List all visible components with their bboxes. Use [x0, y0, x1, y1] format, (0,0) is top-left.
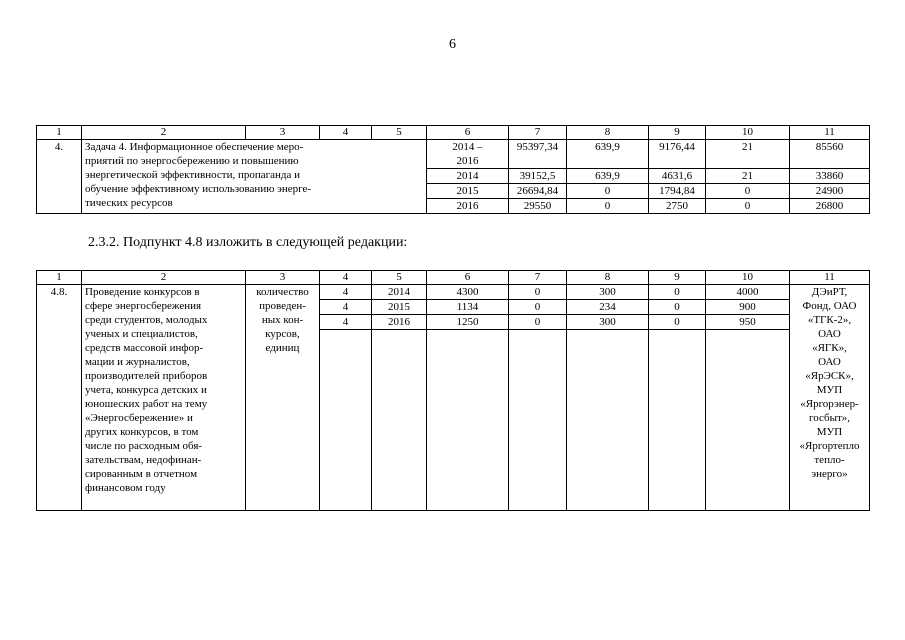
- value-cell: 234: [567, 300, 649, 315]
- col-header: 10: [706, 126, 790, 140]
- value-cell: 950: [706, 315, 790, 330]
- col-header: 4: [320, 126, 372, 140]
- year-cell: 2014: [372, 285, 427, 300]
- year-cell: 2014 – 2016: [427, 140, 509, 169]
- empty-cell: [567, 330, 649, 511]
- table-task-4: [36, 125, 870, 214]
- col-header: 9: [649, 271, 706, 285]
- value-cell: 4: [320, 300, 372, 315]
- year-cell: 2014: [427, 169, 509, 184]
- year-cell: 2016: [372, 315, 427, 330]
- col-header: 8: [567, 126, 649, 140]
- value-cell: 29550: [509, 199, 567, 214]
- col-header: 9: [649, 126, 706, 140]
- empty-cell: [706, 330, 790, 511]
- value-cell: 0: [509, 300, 567, 315]
- value-cell: 26800: [790, 199, 870, 214]
- year-cell: 2015: [372, 300, 427, 315]
- col-header: 3: [246, 271, 320, 285]
- value-cell: 0: [706, 184, 790, 199]
- col-header: 8: [567, 271, 649, 285]
- empty-cell: [320, 330, 372, 511]
- value-cell: 0: [649, 285, 706, 300]
- table-row: [37, 285, 870, 300]
- value-cell: 0: [649, 315, 706, 330]
- col-header: 1: [37, 271, 82, 285]
- year-cell: 2015: [427, 184, 509, 199]
- value-cell: 639,9: [567, 140, 649, 169]
- value-cell: 0: [509, 315, 567, 330]
- value-cell: 2750: [649, 199, 706, 214]
- value-cell: 21: [706, 169, 790, 184]
- table-item-4-8: [36, 270, 870, 511]
- col-header: 10: [706, 271, 790, 285]
- value-cell: 900: [706, 300, 790, 315]
- value-cell: 1250: [427, 315, 509, 330]
- value-cell: 33860: [790, 169, 870, 184]
- value-cell: 95397,34: [509, 140, 567, 169]
- col-header: 11: [790, 271, 870, 285]
- value-cell: 4300: [427, 285, 509, 300]
- value-cell: 300: [567, 315, 649, 330]
- col-header: 5: [372, 271, 427, 285]
- value-cell: 9176,44: [649, 140, 706, 169]
- value-cell: 26694,84: [509, 184, 567, 199]
- value-cell: 0: [706, 199, 790, 214]
- empty-cell: [509, 330, 567, 511]
- row-number: 4.: [37, 140, 82, 214]
- value-cell: 1134: [427, 300, 509, 315]
- value-cell: 0: [649, 300, 706, 315]
- indicator-cell: количество проведен- ных кон- курсов, единиц: [246, 285, 320, 511]
- col-header: 5: [372, 126, 427, 140]
- table-header-row: [37, 126, 870, 140]
- value-cell: 4: [320, 285, 372, 300]
- value-cell: 4: [320, 315, 372, 330]
- col-header: 7: [509, 271, 567, 285]
- col-header: 3: [246, 126, 320, 140]
- col-header: 2: [82, 271, 246, 285]
- subpoint-heading: 2.3.2. Подпункт 4.8 изложить в следующей редакции:: [88, 235, 408, 250]
- executors-cell: ДЭиРТ, Фонд, ОАО «ТГК-2», ОАО «ЯГК», ОАО «ЯрЭСК», МУП «Яргорэнер- госбыт», МУП «Яргортепло тепло- энерго»: [790, 285, 870, 511]
- year-cell: 2016: [427, 199, 509, 214]
- value-cell: 21: [706, 140, 790, 169]
- col-header: 7: [509, 126, 567, 140]
- col-header: 6: [427, 271, 509, 285]
- col-header: 6: [427, 126, 509, 140]
- col-header: 4: [320, 271, 372, 285]
- col-header: 1: [37, 126, 82, 140]
- value-cell: 85560: [790, 140, 870, 169]
- page-number: 6: [449, 37, 456, 52]
- value-cell: 39152,5: [509, 169, 567, 184]
- empty-cell: [372, 330, 427, 511]
- value-cell: 24900: [790, 184, 870, 199]
- value-cell: 639,9: [567, 169, 649, 184]
- empty-cell: [649, 330, 706, 511]
- value-cell: 4000: [706, 285, 790, 300]
- table-header-row: [37, 271, 870, 285]
- task-description: Задача 4. Информационное обеспечение меро- приятий по энергосбережению и повышению энергетической эффективности, пропаганда и обучение эффективному использованию энерге- тических ресурсов: [82, 140, 427, 214]
- empty-cell: [427, 330, 509, 511]
- col-header: 11: [790, 126, 870, 140]
- table-row: [37, 140, 870, 169]
- value-cell: 0: [509, 285, 567, 300]
- value-cell: 0: [567, 184, 649, 199]
- value-cell: 1794,84: [649, 184, 706, 199]
- value-cell: 0: [567, 199, 649, 214]
- col-header: 2: [82, 126, 246, 140]
- item-description: Проведение конкурсов в сфере энергосбережения среди студентов, молодых ученых и специалистов, средств массовой инфор- мации и журналистов, производителей приборов учета, конкурса детских и юношеских работ на тему «Энергосбережение» и других конкурсов, в том числе по расходным обя- зательствам, недофинан- сированным в отчетном финансовом году: [82, 285, 246, 511]
- row-number: 4.8.: [37, 285, 82, 511]
- value-cell: 4631,6: [649, 169, 706, 184]
- value-cell: 300: [567, 285, 649, 300]
